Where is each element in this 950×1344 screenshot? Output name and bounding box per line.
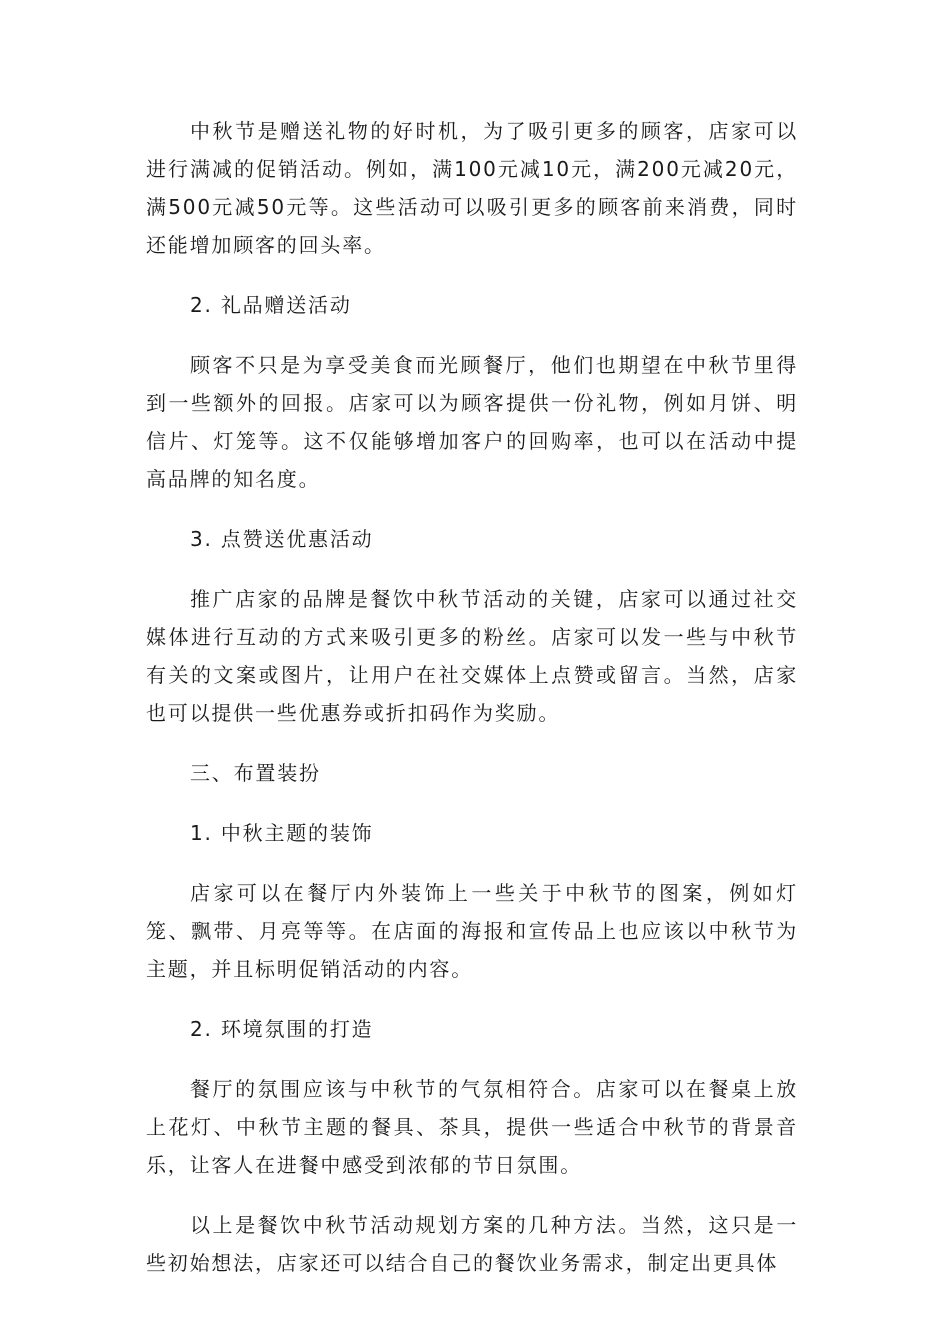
- paragraph-atmosphere: 餐厅的氛围应该与中秋节的气氛相符合。店家可以在餐桌上放上花灯、中秋节主题的餐具、茶具，提供一些适合中秋节的背景音乐，让客人在进餐中感受到浓郁的节日氛围。: [146, 1077, 798, 1177]
- document-body: [146, 112, 798, 1304]
- heading-section-decoration: 三、布置装扮: [190, 761, 321, 785]
- paragraph-conclusion: 以上是餐饮中秋节活动规划方案的几种方法。当然，这只是一些初始想法，店家还可以结合自己的餐饮业务需求，制定出更具体: [146, 1213, 798, 1275]
- heading-like-discount: 3. 点赞送优惠活动: [190, 527, 374, 551]
- heading-atmosphere: 2. 环境氛围的打造: [190, 1017, 374, 1041]
- paragraph-full-reduction: 中秋节是赠送礼物的好时机，为了吸引更多的顾客，店家可以进行满减的促销活动。例如，满100元减10元，满200元减20元，满500元减50元等。这些活动可以吸引更多的顾客前来消费，同时还能增加顾客的回头率。: [146, 119, 798, 257]
- heading-theme-decoration: 1. 中秋主题的装饰: [190, 821, 374, 845]
- paragraph-theme-decoration: 店家可以在餐厅内外装饰上一些关于中秋节的图案，例如灯笼、飘带、月亮等等。在店面的海报和宣传品上也应该以中秋节为主题，并且标明促销活动的内容。: [146, 881, 798, 981]
- paragraph-like-discount: 推广店家的品牌是餐饮中秋节活动的关键，店家可以通过社交媒体进行互动的方式来吸引更多的粉丝。店家可以发一些与中秋节有关的文案或图片，让用户在社交媒体上点赞或留言。当然，店家也可以提供一些优惠券或折扣码作为奖励。: [146, 587, 798, 725]
- paragraph-gift-activity: 顾客不只是为享受美食而光顾餐厅，他们也期望在中秋节里得到一些额外的回报。店家可以为顾客提供一份礼物，例如月饼、明信片、灯笼等。这不仅能够增加客户的回购率，也可以在活动中提高品牌的知名度。: [146, 353, 798, 491]
- heading-gift-activity: 2. 礼品赠送活动: [190, 293, 352, 317]
